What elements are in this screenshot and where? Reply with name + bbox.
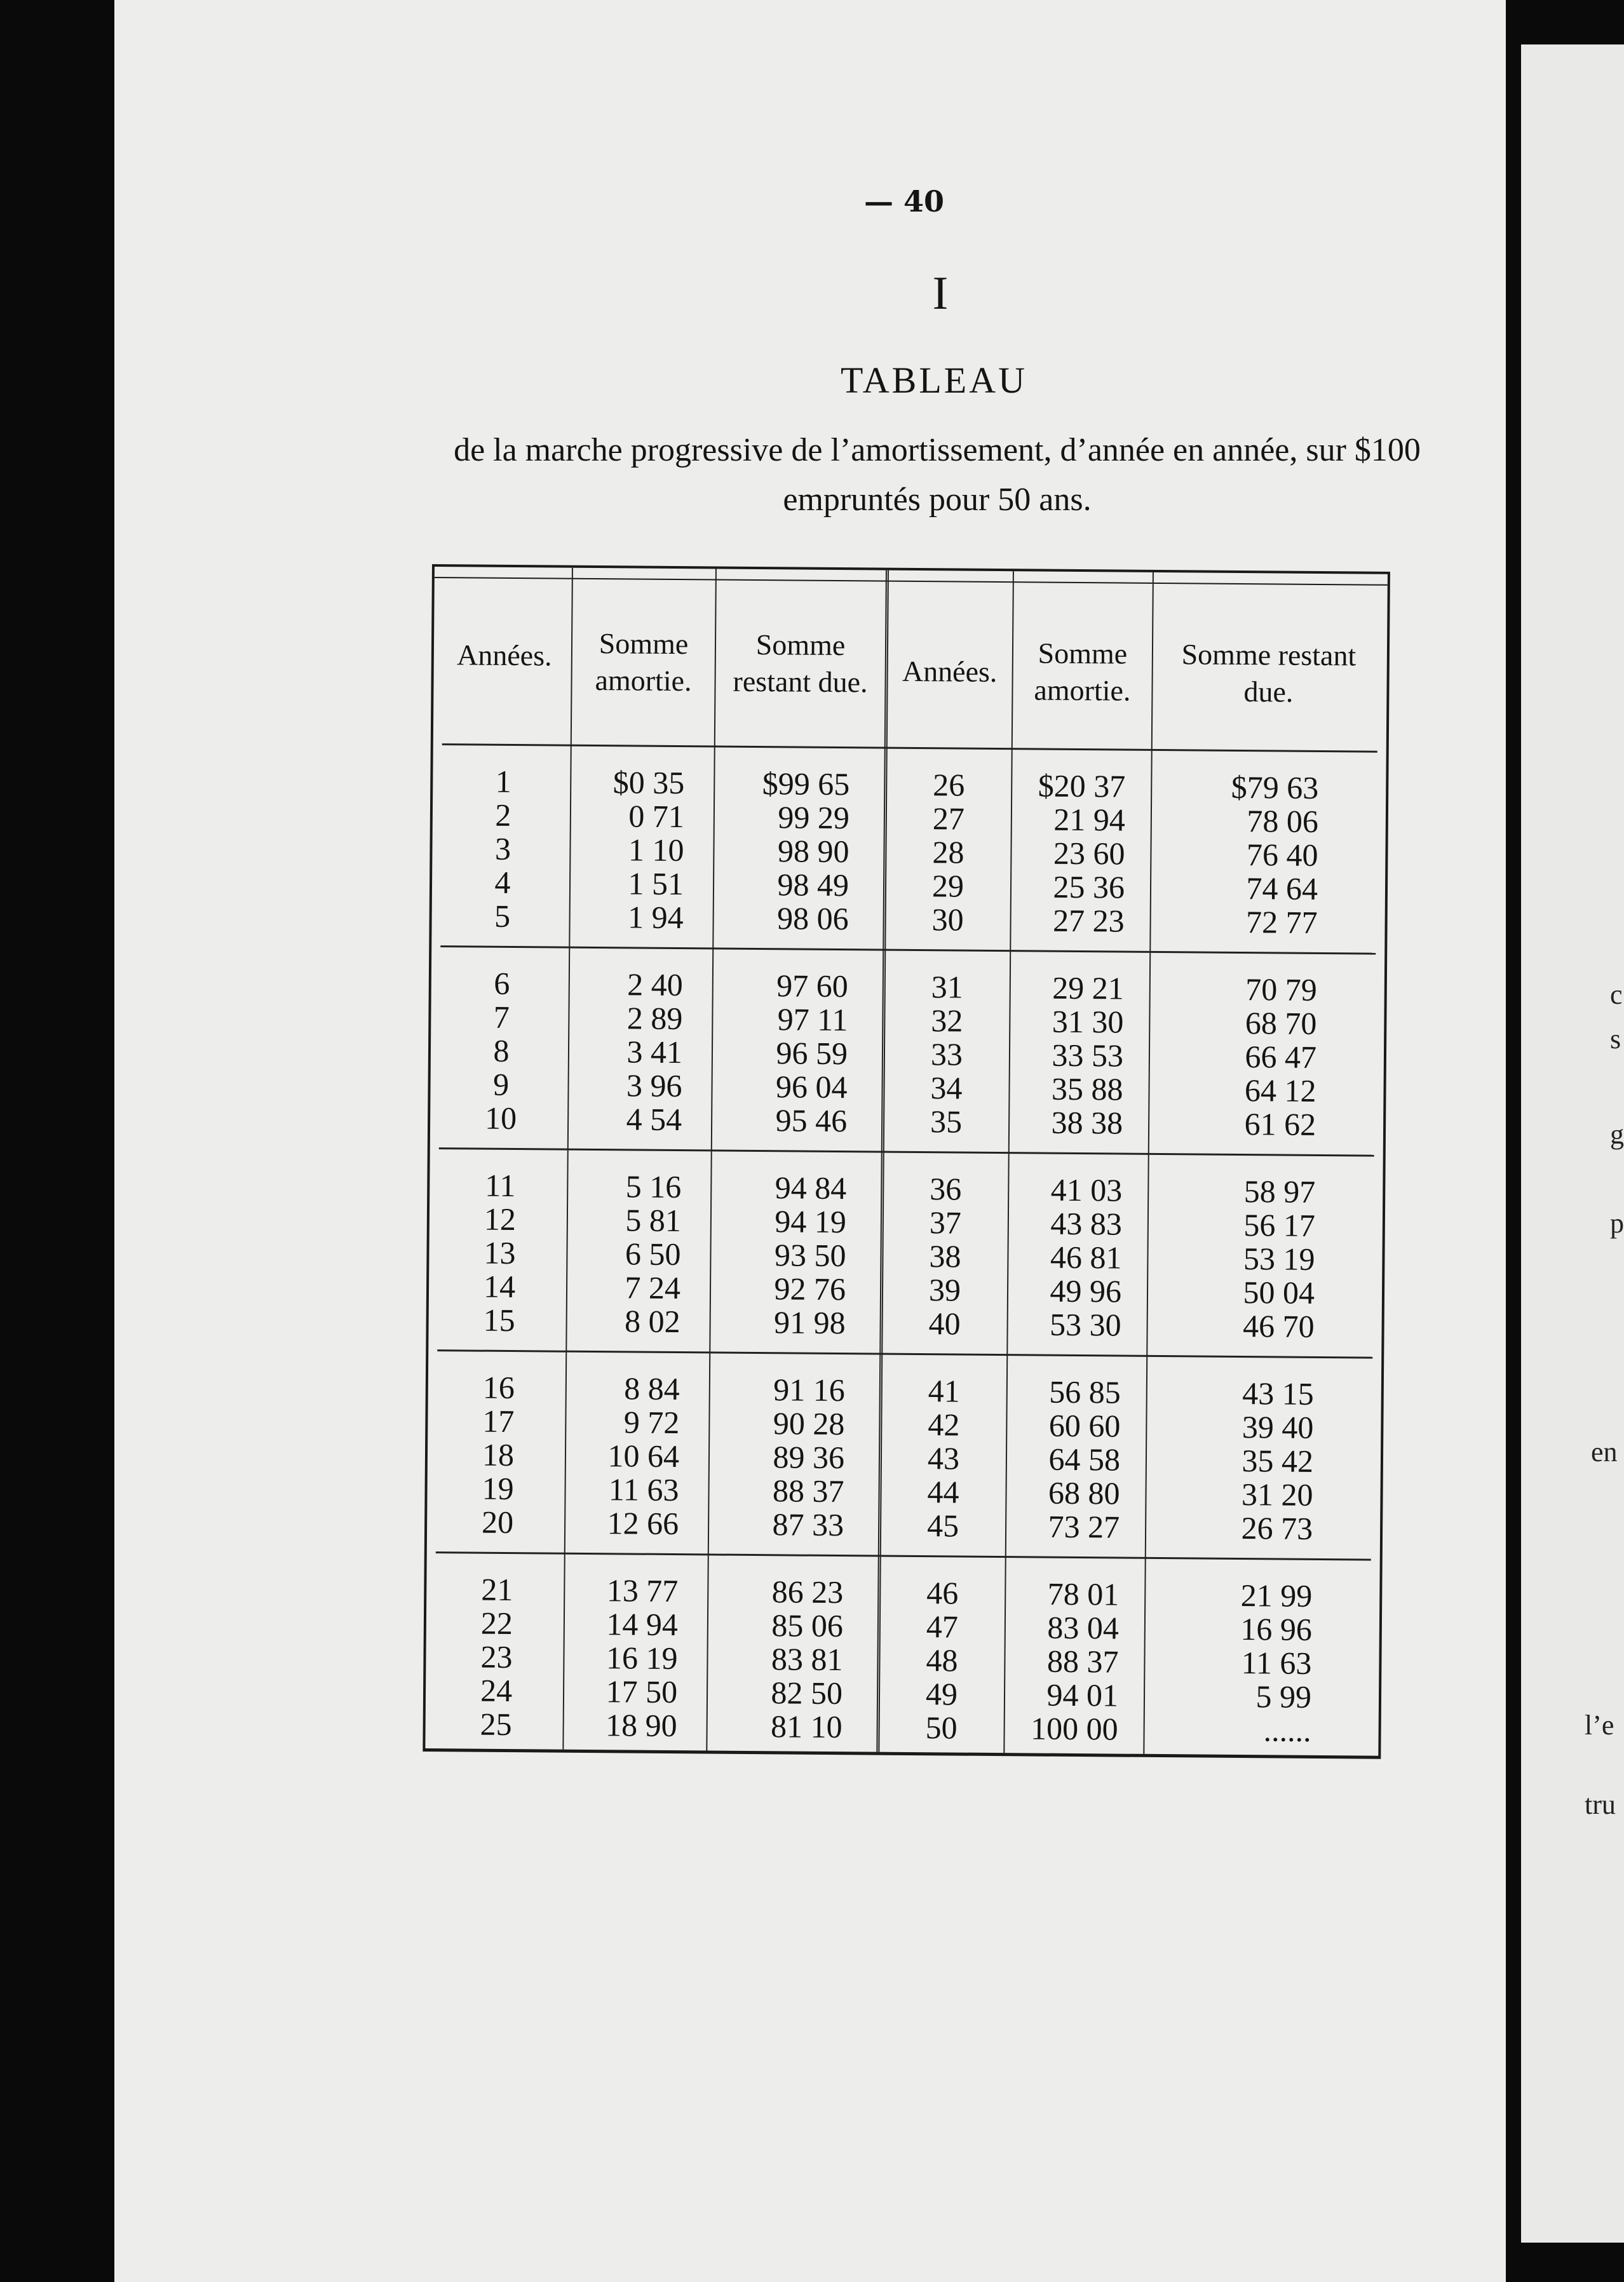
cell-somme-amortie: 94 01 (1046, 1677, 1119, 1713)
cell-somme-restant-due: 56 17 (1243, 1207, 1316, 1243)
cell-somme-amortie: 21 94 (1053, 801, 1126, 838)
cell-somme-restant-due: 87 33 (772, 1506, 844, 1543)
cell-annees: 47 (926, 1609, 959, 1645)
adjacent-page-fragment: tru (1585, 1789, 1616, 1820)
cell-somme-restant-due: 96 04 (775, 1069, 848, 1105)
cell-somme-restant-due: ...... (1263, 1712, 1311, 1748)
cell-somme-restant-due: 66 47 (1245, 1039, 1317, 1075)
cell-somme-amortie: 9 72 (623, 1404, 680, 1441)
cell-somme-amortie: 64 58 (1048, 1441, 1121, 1478)
header-somme-amortie-1: Somme amortie. (595, 627, 692, 698)
cell-annees: 15 (483, 1302, 515, 1339)
cell-somme-restant-due: 39 40 (1242, 1409, 1314, 1445)
cell-somme-amortie: 1 10 (628, 832, 684, 868)
cell-somme-amortie: 25 36 (1053, 868, 1125, 905)
cell-somme-amortie: 5 16 (625, 1168, 682, 1205)
adjacent-page-fragment: l’e (1585, 1710, 1614, 1741)
header-annees-1: Années. (456, 638, 552, 672)
header-annees-2: Années. (902, 654, 998, 688)
cell-somme-restant-due: 92 76 (774, 1271, 846, 1307)
cell-annees: 40 (928, 1306, 961, 1342)
page-number: — 40 (864, 184, 945, 219)
cell-annees: 41 (928, 1373, 961, 1409)
cell-somme-restant-due: 35 42 (1242, 1443, 1314, 1479)
cell-somme-amortie: 33 53 (1052, 1037, 1124, 1074)
table-title: TABLEAU (841, 360, 1027, 401)
cell-annees: 7 (493, 999, 510, 1035)
cell-annees: 4 (494, 864, 511, 900)
cell-somme-amortie: 49 96 (1050, 1273, 1122, 1309)
cell-somme-amortie: 88 37 (1046, 1643, 1119, 1680)
cell-annees: 46 (926, 1575, 959, 1611)
cell-somme-restant-due: 97 60 (776, 968, 849, 1004)
group-separator (440, 945, 1376, 955)
header-somme-amortie-2: Somme amortie. (1034, 637, 1131, 707)
cell-somme-restant-due: 98 06 (776, 900, 849, 937)
cell-annees: 30 (931, 901, 964, 938)
cell-somme-restant-due: 85 06 (771, 1607, 844, 1644)
cell-somme-restant-due: 94 19 (775, 1203, 847, 1240)
cell-somme-restant-due: 5 99 (1255, 1678, 1312, 1715)
cell-somme-restant-due: 82 50 (771, 1675, 843, 1712)
cell-somme-amortie: 43 83 (1050, 1205, 1123, 1242)
cell-somme-amortie: 35 88 (1051, 1070, 1123, 1107)
cell-somme-amortie: 14 94 (606, 1606, 679, 1643)
cell-somme-amortie: $20 37 (1038, 767, 1126, 804)
cell-somme-restant-due: $99 65 (762, 766, 850, 802)
cell-somme-restant-due: 58 97 (1243, 1173, 1316, 1210)
cell-annees: 29 (931, 868, 964, 904)
cell-somme-restant-due: 78 06 (1247, 803, 1319, 839)
cell-somme-amortie: 29 21 (1052, 969, 1125, 1006)
cell-somme-amortie: 10 64 (607, 1438, 680, 1475)
cell-annees: 12 (484, 1201, 517, 1238)
cell-annees: 43 (927, 1440, 960, 1476)
cell-somme-restant-due: 91 98 (773, 1304, 846, 1341)
adjacent-page-fragment: s (1610, 1023, 1621, 1055)
cell-annees: 49 (925, 1676, 958, 1712)
cell-somme-amortie: 3 41 (626, 1034, 683, 1070)
cell-somme-amortie: 6 50 (625, 1236, 681, 1273)
cell-somme-restant-due: 68 70 (1245, 1005, 1317, 1041)
cell-somme-restant-due: 43 15 (1242, 1375, 1315, 1412)
cell-somme-amortie: 5 81 (625, 1202, 682, 1239)
cell-somme-restant-due: 90 28 (773, 1405, 845, 1442)
cell-somme-amortie: 16 19 (606, 1640, 678, 1677)
cell-somme-amortie: 8 84 (624, 1370, 680, 1407)
cell-somme-restant-due: 99 29 (778, 799, 850, 836)
cell-somme-amortie: 13 77 (606, 1572, 679, 1609)
cell-somme-amortie: 60 60 (1048, 1407, 1121, 1444)
cell-annees: 8 (493, 1032, 510, 1069)
cell-somme-restant-due: 88 37 (772, 1473, 844, 1509)
cell-somme-restant-due: 96 59 (776, 1035, 848, 1072)
adjacent-page-fragment: p (1610, 1208, 1624, 1239)
cell-annees: 21 (481, 1571, 513, 1608)
cell-somme-amortie: 3 96 (626, 1067, 682, 1104)
cell-annees: 18 (482, 1436, 515, 1473)
cell-somme-restant-due: 93 50 (774, 1237, 846, 1274)
cell-somme-restant-due: 11 63 (1241, 1645, 1312, 1681)
cell-somme-amortie: 73 27 (1048, 1508, 1120, 1545)
cell-annees: 38 (929, 1238, 961, 1274)
cell-somme-amortie: 53 30 (1049, 1306, 1121, 1343)
cell-somme-amortie: 56 85 (1049, 1374, 1121, 1410)
cell-annees: 20 (481, 1504, 514, 1541)
cell-somme-restant-due: 64 12 (1244, 1072, 1316, 1109)
cell-somme-restant-due: 53 19 (1243, 1241, 1315, 1277)
cell-somme-amortie: 1 94 (627, 899, 684, 936)
cell-annees: 17 (482, 1403, 515, 1440)
group-separator (437, 1349, 1372, 1359)
cell-somme-amortie: $0 35 (612, 764, 685, 801)
cell-annees: 10 (484, 1100, 517, 1137)
group-separator (439, 1147, 1374, 1157)
cell-somme-restant-due: 16 96 (1240, 1611, 1313, 1647)
cell-somme-restant-due: 31 20 (1241, 1476, 1313, 1513)
cell-annees: 24 (480, 1672, 513, 1709)
cell-annees: 35 (930, 1104, 963, 1140)
cell-annees: 2 (495, 797, 511, 833)
cell-somme-amortie: 78 01 (1047, 1576, 1120, 1612)
cell-somme-amortie: 11 63 (608, 1471, 679, 1508)
cell-annees: 34 (930, 1070, 963, 1106)
cell-somme-amortie: 2 89 (626, 1000, 683, 1037)
adjacent-page-fragment: c (1610, 979, 1623, 1010)
cell-somme-amortie: 31 30 (1052, 1003, 1124, 1040)
cell-somme-restant-due: $79 63 (1231, 769, 1319, 806)
cell-somme-restant-due: 50 04 (1243, 1274, 1315, 1311)
cell-somme-restant-due: 21 99 (1240, 1577, 1313, 1614)
cell-somme-restant-due: 95 46 (775, 1102, 848, 1139)
table-top-rule (435, 577, 1388, 586)
cell-annees: 33 (930, 1036, 963, 1072)
cell-somme-restant-due: 97 11 (777, 1001, 848, 1038)
cell-annees: 50 (925, 1710, 957, 1746)
cell-annees: 23 (480, 1638, 513, 1675)
cell-annees: 27 (932, 800, 965, 837)
cell-somme-amortie: 27 23 (1052, 902, 1125, 939)
cell-somme-restant-due: 81 10 (770, 1708, 842, 1745)
cell-annees: 19 (482, 1470, 514, 1507)
cell-annees: 1 (495, 763, 512, 799)
adjacent-page-fragment: g (1610, 1119, 1624, 1150)
cell-somme-restant-due: 26 73 (1241, 1510, 1313, 1546)
cell-somme-amortie: 68 80 (1048, 1475, 1120, 1511)
cell-somme-amortie: 83 04 (1047, 1609, 1120, 1646)
cell-annees: 14 (483, 1268, 516, 1305)
group-separator (442, 743, 1377, 753)
cell-somme-amortie: 23 60 (1053, 835, 1125, 872)
cell-annees: 26 (933, 767, 965, 803)
cell-somme-amortie: 18 90 (605, 1707, 677, 1744)
cell-somme-restant-due: 91 16 (773, 1372, 846, 1408)
cell-somme-amortie: 1 51 (628, 865, 684, 902)
group-separator (436, 1551, 1371, 1561)
header-somme-restant-due-2: Somme restant due. (1181, 638, 1357, 708)
cell-somme-restant-due: 70 79 (1245, 971, 1318, 1008)
cell-somme-restant-due: 89 36 (773, 1439, 845, 1476)
cell-somme-restant-due: 76 40 (1246, 837, 1318, 873)
cell-somme-amortie: 46 81 (1050, 1239, 1122, 1276)
cell-somme-amortie: 8 02 (624, 1303, 680, 1340)
cell-somme-restant-due: 98 90 (777, 833, 849, 870)
cell-annees: 28 (932, 834, 964, 870)
section-numeral: I (932, 267, 949, 320)
cell-somme-amortie: 38 38 (1051, 1104, 1123, 1141)
adjacent-page-edge (1521, 44, 1624, 2243)
table-subtitle: de la marche progressive de l’amortissement, d’année en année, sur $100 empruntés pour 50 ans. (454, 432, 1421, 518)
adjacent-page-fragment: en (1591, 1436, 1618, 1468)
cell-annees: 36 (930, 1171, 962, 1207)
cell-somme-amortie: 41 03 (1050, 1171, 1123, 1208)
cell-annees: 42 (928, 1407, 960, 1443)
cell-somme-restant-due: 46 70 (1242, 1308, 1315, 1344)
cell-annees: 5 (494, 898, 511, 934)
cell-somme-amortie: 2 40 (627, 966, 684, 1003)
cell-somme-amortie: 7 24 (625, 1269, 681, 1306)
cell-annees: 22 (480, 1605, 513, 1642)
amortization-table (423, 564, 1390, 1759)
cell-annees: 25 (480, 1706, 512, 1743)
cell-annees: 44 (927, 1474, 959, 1510)
cell-somme-restant-due: 72 77 (1245, 904, 1318, 940)
cell-annees: 48 (926, 1642, 958, 1678)
cell-somme-amortie: 100 00 (1030, 1710, 1118, 1747)
cell-somme-amortie: 17 50 (606, 1673, 678, 1710)
cell-somme-restant-due: 83 81 (771, 1641, 843, 1678)
cell-annees: 6 (494, 965, 510, 1001)
cell-somme-restant-due: 74 64 (1246, 870, 1318, 907)
cell-somme-amortie: 0 71 (628, 798, 685, 835)
cell-somme-amortie: 4 54 (626, 1101, 682, 1138)
cell-somme-restant-due: 98 49 (777, 867, 849, 903)
cell-annees: 37 (929, 1205, 962, 1241)
cell-annees: 11 (485, 1167, 516, 1204)
cell-annees: 39 (928, 1272, 961, 1308)
cell-somme-restant-due: 94 84 (775, 1170, 847, 1206)
cell-somme-amortie: 12 66 (607, 1505, 679, 1542)
cell-annees: 31 (931, 969, 964, 1005)
cell-annees: 13 (484, 1234, 516, 1271)
cell-annees: 32 (931, 1003, 963, 1039)
cell-annees: 45 (926, 1508, 959, 1544)
cell-somme-restant-due: 61 62 (1244, 1106, 1316, 1142)
cell-somme-restant-due: 86 23 (771, 1574, 844, 1610)
cell-annees: 16 (482, 1369, 515, 1406)
cell-annees: 3 (494, 830, 511, 867)
cell-annees: 9 (492, 1066, 510, 1102)
header-somme-restant-due-1: Somme restant due. (733, 628, 868, 699)
